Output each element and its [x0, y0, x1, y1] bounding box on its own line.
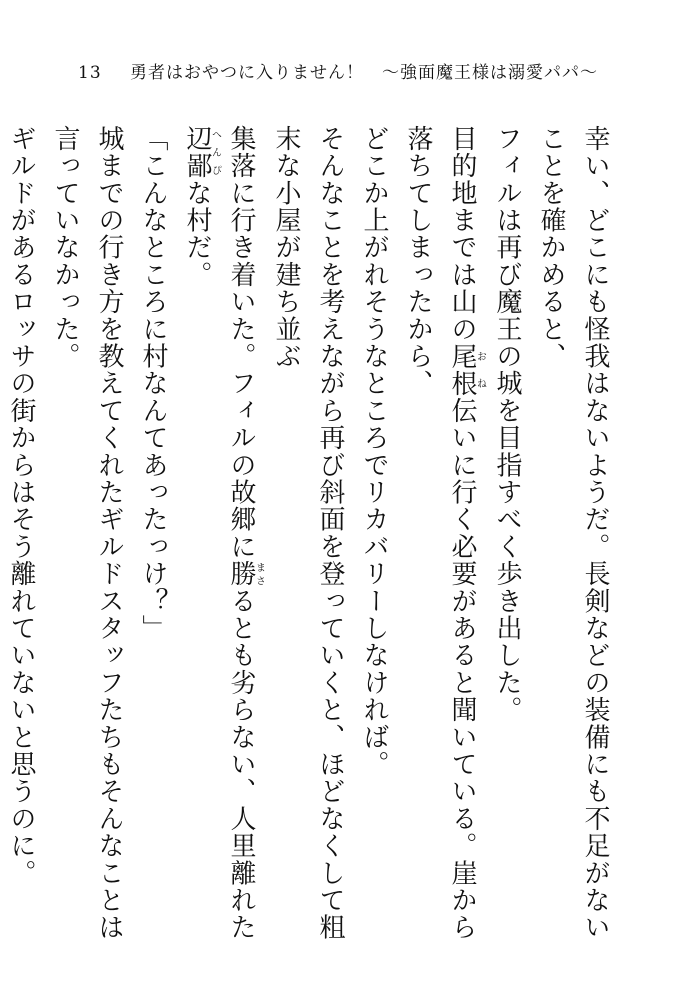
text-line: 城までの行き方を教えてくれたギルドスタッフたちもそんなことは言っていなかった。	[50, 125, 124, 941]
text-line: 集落に行き着いた。フィルの故郷に勝まさるとも劣らない、人里離れた辺鄙へんぴな村だ。	[182, 125, 265, 942]
text-line: 「こんなところに村なんてあったっけ？」	[138, 125, 168, 642]
text-line: どこか上がれそうなところでリカバリーしなければ。	[359, 125, 389, 778]
book-title: 勇者はおやつに入りません！ ～強面魔王様は溺愛パパ～	[130, 63, 599, 83]
text-line: フィルは再び魔王の城を目指すべく歩き出した。	[492, 125, 522, 724]
running-header	[78, 58, 598, 83]
text-line: そんなことを考えながら再び斜面を登っていくと、ほどなくして粗末な小屋が建ち並ぶ	[271, 125, 345, 941]
text-line: ギルドがあるロッサの街からはそう離れていないと思うのに。	[6, 125, 36, 887]
vertical-body-text	[6, 125, 617, 965]
text-line: 目的地までは山の尾根おね伝いに行く必要があると聞いている。崖から落ちてしまったから、	[403, 125, 486, 942]
text-line: 幸い、どこにも怪我はないようだ。長剣などの装備にも不足がないことを確かめると、	[536, 125, 610, 941]
page-number: 13	[78, 63, 102, 83]
